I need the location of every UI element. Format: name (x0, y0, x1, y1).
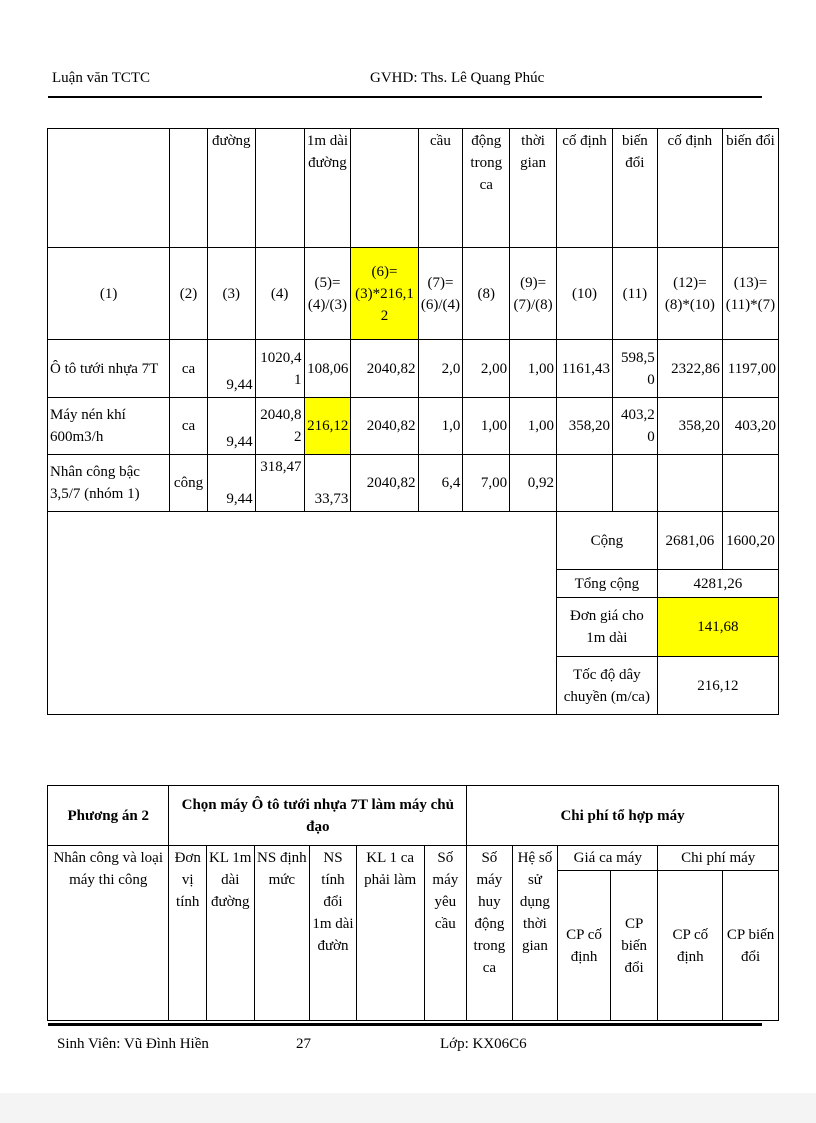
col-head: Số máy yêu cầu (424, 846, 467, 1021)
speed-value: 216,12 (657, 657, 778, 715)
cell: 7,00 (463, 455, 510, 512)
cell (657, 455, 722, 512)
head-cell: biến đổi (722, 129, 778, 248)
head-cell: biến đổi (612, 129, 657, 248)
chi-phi-may-head: Chi phí máy (658, 846, 779, 871)
cell: 1197,00 (722, 340, 778, 398)
table-row (48, 786, 779, 846)
col-head: KL 1m dài đường (206, 846, 254, 1021)
head-cell: cố định (657, 129, 722, 248)
plan-title: Phương án 2 (48, 786, 169, 846)
head-cell (351, 129, 418, 248)
head-cell: thời gian (510, 129, 557, 248)
table-row (48, 398, 779, 455)
index-cell: (11) (612, 248, 657, 340)
cell (556, 455, 612, 512)
gia-ca-may-head: Giá ca máy (558, 846, 658, 871)
header-rule (48, 96, 762, 98)
cell: 2,00 (463, 340, 510, 398)
cell: công (170, 455, 208, 512)
cell: 9,44 (207, 398, 255, 455)
col-head: Đơn vị tính (169, 846, 206, 1021)
sum-label: Cộng (556, 512, 657, 570)
cell: 1161,43 (556, 340, 612, 398)
cell: 0,92 (510, 455, 557, 512)
page-bottom-band (0, 1093, 816, 1123)
cost-table-2 (47, 785, 779, 1021)
footer-page-number: 27 (296, 1036, 311, 1052)
cell: 2040,82 (351, 340, 418, 398)
index-cell: (8) (463, 248, 510, 340)
sum-v1: 2681,06 (657, 512, 722, 570)
sum-v2: 1600,20 (722, 512, 778, 570)
cell: 2040,82 (351, 455, 418, 512)
cell: 358,20 (657, 398, 722, 455)
cell: ca (170, 398, 208, 455)
cp-fixed-head: CP cố định (658, 871, 723, 1021)
head-cell: đường (207, 129, 255, 248)
cell: 2322,86 (657, 340, 722, 398)
choose-title: Chọn máy Ô tô tưới nhựa 7T làm máy chủ đạo (169, 786, 467, 846)
cp-var-head: CP biến đổi (723, 871, 779, 1021)
index-cell-highlight: (6)= (3)*216,12 (351, 248, 418, 340)
cell: ca (170, 340, 208, 398)
head-cell: 1m dài đường (304, 129, 351, 248)
total-label: Tổng cộng (556, 570, 657, 598)
table-row (48, 340, 779, 398)
table-row (48, 846, 779, 871)
col-head: KL 1 ca phải làm (356, 846, 424, 1021)
header-left: Luận văn TCTC (52, 70, 151, 86)
head-cell: động trong ca (463, 129, 510, 248)
footer-student: Sinh Viên: Vũ Đình Hiền (57, 1036, 209, 1052)
head-cell: cầu (418, 129, 463, 248)
index-cell: (9)= (7)/(8) (510, 248, 557, 340)
cell: 403,20 (722, 398, 778, 455)
col-head: Nhân công và loại máy thi công (48, 846, 169, 1021)
footer-rule (48, 1023, 762, 1026)
cell: 2040,82 (255, 398, 304, 455)
cost-table-1 (47, 128, 779, 715)
index-cell: (13)= (11)*(7) (722, 248, 778, 340)
cell: 403,20 (612, 398, 657, 455)
cell: 598,50 (612, 340, 657, 398)
cell: 108,06 (304, 340, 351, 398)
cell: 1,0 (418, 398, 463, 455)
footer-class: Lớp: KX06C6 (440, 1036, 527, 1052)
cell: 358,20 (556, 398, 612, 455)
cell: 6,4 (418, 455, 463, 512)
unit-price-label: Đơn giá cho 1m dài (556, 598, 657, 657)
cell: 33,73 (304, 455, 351, 512)
index-cell: (2) (170, 248, 208, 340)
head-cell (170, 129, 208, 248)
header-center: GVHD: Ths. Lê Quang Phúc (370, 70, 545, 86)
cell (612, 455, 657, 512)
index-cell: (3) (207, 248, 255, 340)
blank-area (48, 512, 557, 715)
index-cell: (1) (48, 248, 170, 340)
cell: 9,44 (207, 455, 255, 512)
row-name: Máy nén khí 600m3/h (48, 398, 170, 455)
row-name: Nhân công bậc 3,5/7 (nhóm 1) (48, 455, 170, 512)
col-head: NS định mức (254, 846, 310, 1021)
index-cell: (4) (255, 248, 304, 340)
index-cell: (7)= (6)/(4) (418, 248, 463, 340)
index-cell: (12)= (8)*(10) (657, 248, 722, 340)
index-cell: (5)= (4)/(3) (304, 248, 351, 340)
col-head: Số máy huy động trong ca (467, 846, 513, 1021)
cell: 1020,41 (255, 340, 304, 398)
table-row (48, 455, 779, 512)
cell (722, 455, 778, 512)
table-row (48, 248, 779, 340)
head-cell: cố định (556, 129, 612, 248)
cell: 1,00 (510, 340, 557, 398)
cost-title: Chi phí tổ hợp máy (467, 786, 779, 846)
table-row (48, 129, 779, 248)
cell-highlight: 216,12 (304, 398, 351, 455)
table-row (48, 512, 779, 570)
row-name: Ô tô tưới nhựa 7T (48, 340, 170, 398)
index-cell: (10) (556, 248, 612, 340)
cell: 1,00 (463, 398, 510, 455)
head-cell (48, 129, 170, 248)
cp-var-head: CP biến đổi (610, 871, 658, 1021)
col-head: NS tính đổi 1m dài đườn (310, 846, 357, 1021)
cell: 1,00 (510, 398, 557, 455)
cp-fixed-head: CP cố định (558, 871, 611, 1021)
cell: 318,47 (255, 455, 304, 512)
total-value: 4281,26 (657, 570, 778, 598)
unit-price-value: 141,68 (657, 598, 778, 657)
cell: 2040,82 (351, 398, 418, 455)
col-head: Hệ số sử dụng thời gian (512, 846, 558, 1021)
speed-label: Tốc độ dây chuyền (m/ca) (556, 657, 657, 715)
head-cell (255, 129, 304, 248)
cell: 2,0 (418, 340, 463, 398)
cell: 9,44 (207, 340, 255, 398)
